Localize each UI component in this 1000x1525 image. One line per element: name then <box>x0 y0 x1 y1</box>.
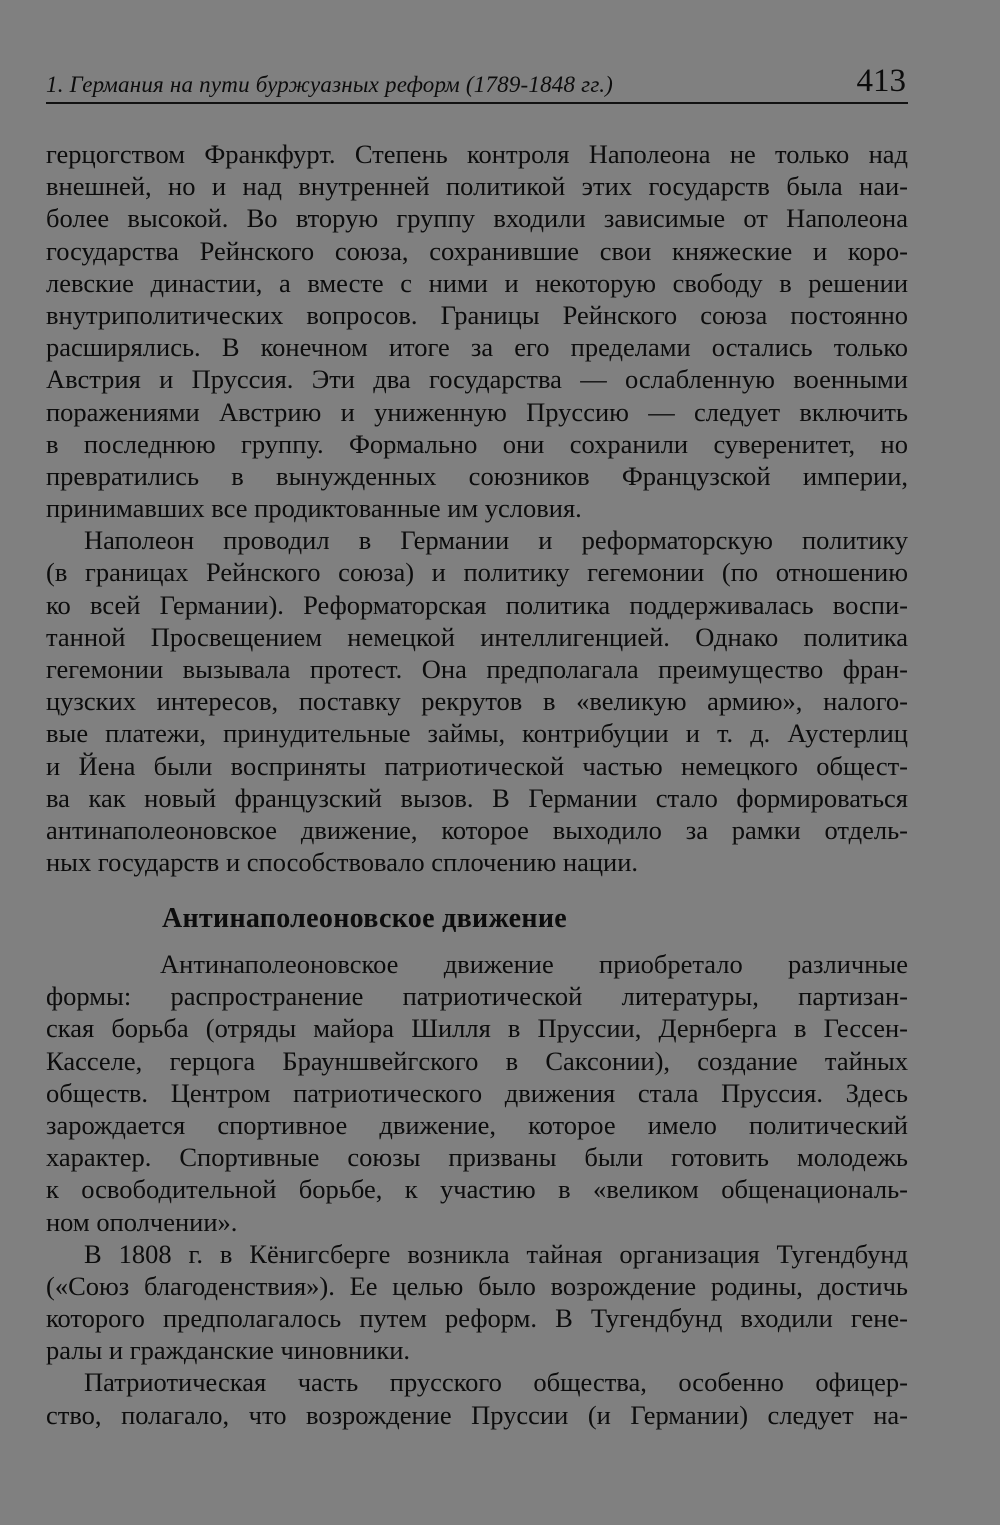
text-line: государства Рейнского союза, сохранившие свои княжеские и коро- <box>46 235 908 266</box>
paragraph <box>46 524 908 878</box>
text-line: характер. Спортивные союзы призваны были готовить молодежь <box>46 1142 908 1173</box>
text-line: обществ. Центром патриотического движения стала Пруссия. Здесь <box>46 1077 908 1108</box>
paragraph <box>46 1366 908 1430</box>
text-block-bottom <box>46 948 908 1431</box>
text-line: левские династии, а вместе с ними и некоторую свободу в решении <box>46 267 908 298</box>
text-line: превратились в вынужденных союзников Французской империи, <box>46 460 908 491</box>
text-line: герцогством Франкфурт. Степень контроля Наполеона не только над <box>46 139 908 169</box>
text-line: Австрия и Пруссия. Эти два государства — ослабленную военными <box>46 364 908 395</box>
text-line: расширялись. В конечном итоге за его пределами остались только <box>46 332 908 363</box>
text-line: Касселе, герцога Брауншвейгского в Саксонии), создание тайных <box>46 1045 908 1076</box>
text-line: принимавших все продиктованные им условия. <box>46 493 582 524</box>
text-line: поражениями Австрию и униженную Пруссию — следует включить <box>46 396 908 427</box>
text-line: внешней, но и над внутренней политикой этих государств была наи- <box>46 171 908 202</box>
text-line: ралы и гражданские чиновники. <box>46 1335 411 1366</box>
text-line: зарождается спортивное движение, которое имело политический <box>46 1109 908 1140</box>
text-line: более высокой. Во вторую группу входили зависимые от Наполеона <box>46 203 908 234</box>
page-number: 413 <box>856 63 906 99</box>
text-line: Наполеон проводил в Германии и реформаторскую политику <box>84 525 908 556</box>
section-heading: Антинаполеоновское движение <box>162 903 567 934</box>
text-line: которого предполагалось путем реформ. В Тугендбунд входили гене- <box>46 1303 908 1334</box>
text-line: ко всей Германии). Реформаторская политика поддерживалась воспи- <box>46 589 908 620</box>
paragraph <box>46 138 908 524</box>
text-line: Патриотическая часть прусского общества, особенно офицер- <box>84 1367 908 1398</box>
paragraph <box>46 948 908 1238</box>
text-line: цузских интересов, поставку рекрутов в «великую армию», налого- <box>46 686 908 717</box>
text-line: в последнюю группу. Формально они сохранили суверенитет, но <box>46 428 908 459</box>
text-line: ном ополчении». <box>46 1206 238 1237</box>
text-line: антинаполеоновское движение, которое выходило за рамки отдель- <box>46 814 908 845</box>
text-line: внутриполитических вопросов. Границы Рейнского союза постоянно <box>46 299 908 330</box>
page-header <box>46 58 908 104</box>
text-line: ская борьба (отряды майора Шилля в Пруссии, Дернберга в Гессен- <box>46 1013 908 1044</box>
text-line: В 1808 г. в Кёнигсберге возникла тайная организация Тугендбунд <box>84 1238 908 1269</box>
text-line: гегемонии вызывала протест. Она предполагала преимущество фран- <box>46 654 908 684</box>
text-line: к освободительной борьбе, к участию в «великом общенациональ- <box>46 1174 908 1205</box>
text-line: ство, полагало, что возрождение Пруссии (и Германии) следует на- <box>46 1399 908 1430</box>
text-line: вые платежи, принудительные займы, контрибуции и т. д. Аустерлиц <box>46 718 908 749</box>
text-block-top <box>46 138 908 878</box>
text-line: («Союз благоденствия»). Ее целью было возрождение родины, достичь <box>46 1270 908 1301</box>
text-line: формы: распространение патриотической литературы, партизан- <box>46 981 908 1012</box>
running-title: 1. Германия на пути буржуазных реформ (1789-1848 гг.) <box>46 72 614 97</box>
text-line: танной Просвещением немецкой интеллигенцией. Однако политика <box>46 621 908 652</box>
text-line: ва как новый французский вызов. В Германии стало формироваться <box>46 782 908 813</box>
text-line: Антинаполеоновское движение приобретало различные <box>160 949 908 979</box>
text-line: и Йена были восприняты патриотической частью немецкого общест- <box>46 750 908 781</box>
text-line: ных государств и способствовало сплочению нации. <box>46 847 639 878</box>
text-line: (в границах Рейнского союза) и политику гегемонии (по отношению <box>46 557 908 588</box>
paragraph <box>46 1238 908 1367</box>
